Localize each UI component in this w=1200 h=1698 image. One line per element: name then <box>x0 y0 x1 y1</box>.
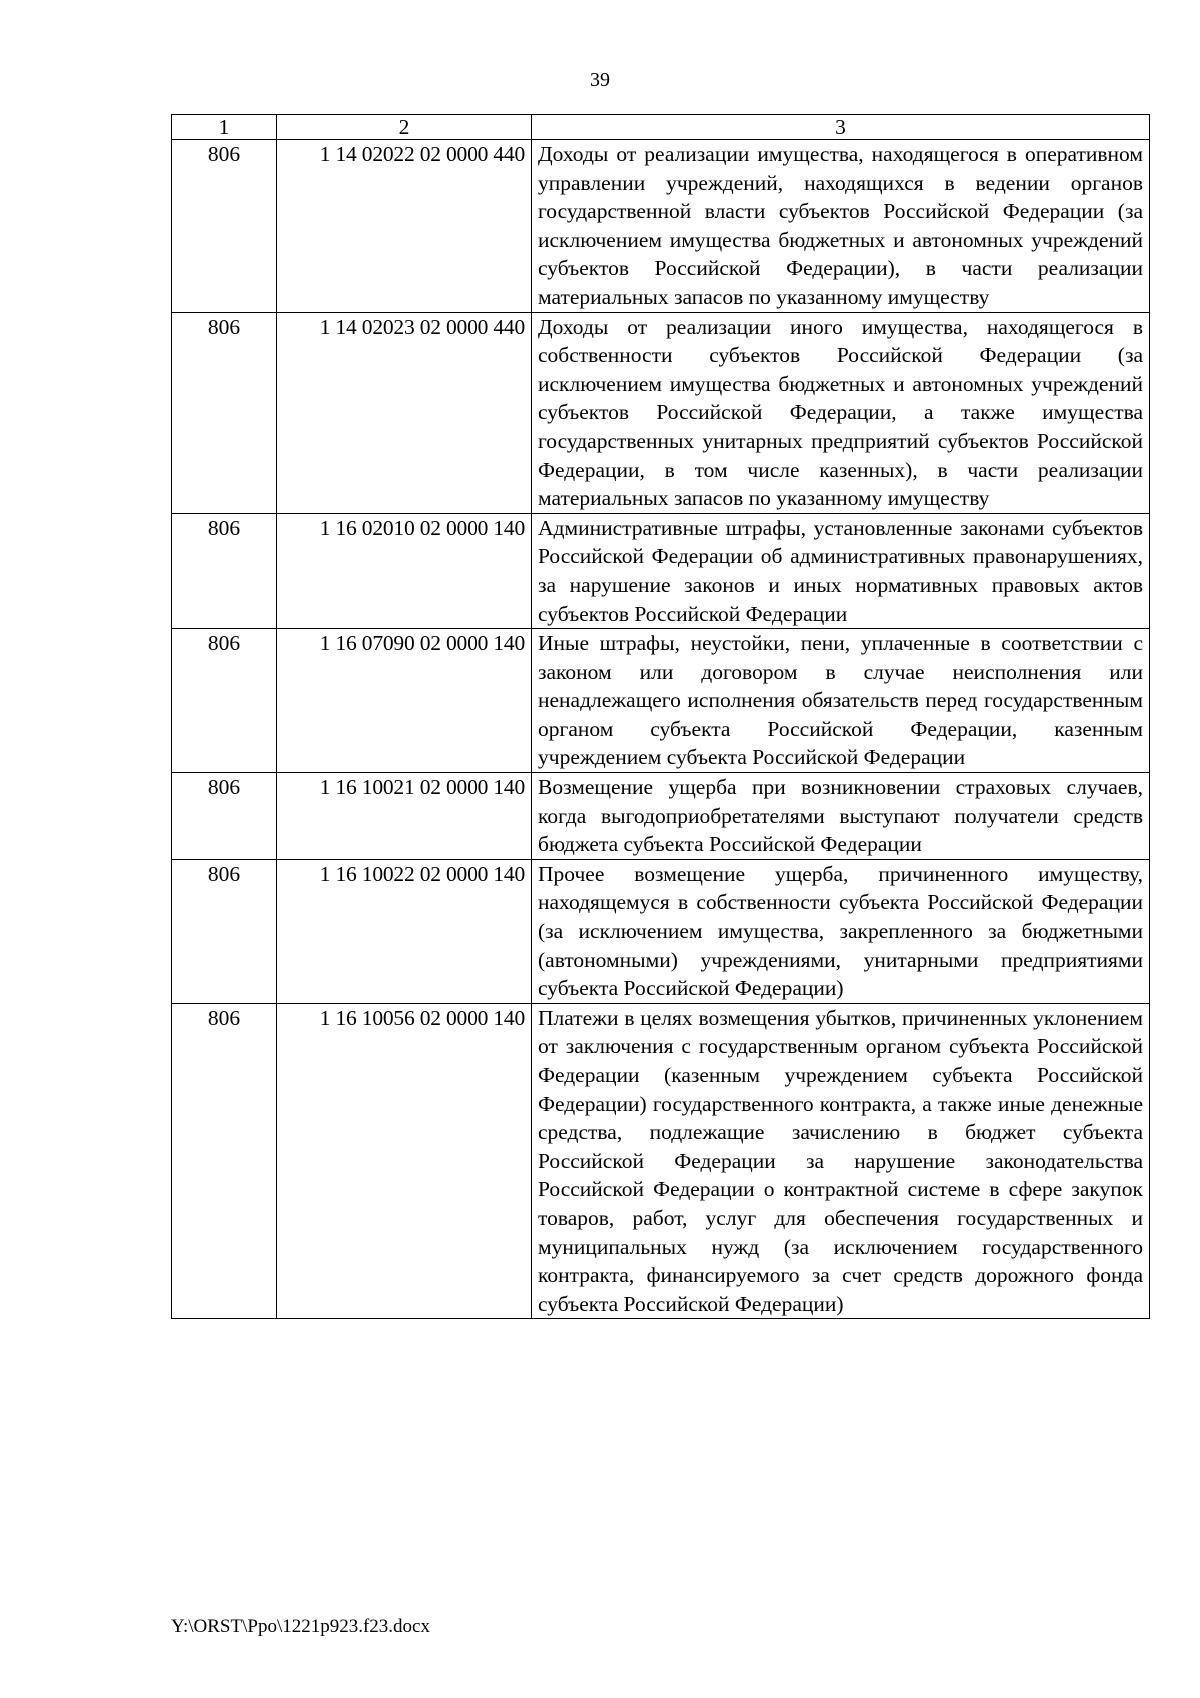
table-row <box>172 140 1150 313</box>
table-row <box>172 629 1150 773</box>
admin-code-cell: 806 <box>172 513 277 628</box>
budget-code-cell: 1 14 02023 02 0000 440 <box>277 312 532 513</box>
table-header-row <box>172 115 1150 140</box>
table-row <box>172 773 1150 860</box>
column-header-1: 1 <box>172 115 277 140</box>
budget-code-cell: 1 16 10021 02 0000 140 <box>277 773 532 860</box>
description-cell: Иные штрафы, неустойки, пени, уплаченные в соответствии с законом или договором в случае неисполнения или ненадлежащего исполнения обязательств перед государственным органом субъекта Российской Федерации, казенным учреждением субъекта Российской Федерации <box>532 629 1150 773</box>
page-number: 39 <box>590 69 610 91</box>
column-header-3: 3 <box>532 115 1150 140</box>
revenue-codes-table <box>171 114 1150 1319</box>
admin-code-cell: 806 <box>172 859 277 1003</box>
table-row <box>172 1003 1150 1319</box>
budget-code-cell: 1 16 07090 02 0000 140 <box>277 629 532 773</box>
admin-code-cell: 806 <box>172 629 277 773</box>
table-row <box>172 859 1150 1003</box>
description-cell: Доходы от реализации имущества, находящегося в оперативном управлении учреждений, находящихся в ведении органов государственной власти субъектов Российской Федерации (за исключением имущества бюджетных и автономных учреждений субъектов Российской Федерации), в части реализации материальных запасов по указанному имуществу <box>532 140 1150 313</box>
description-cell: Доходы от реализации иного имущества, находящегося в собственности субъектов Российской Федерации (за исключением имущества бюджетных и автономных учреждений субъектов Российской Федерации, а также имущества государственных унитарных предприятий субъектов Российской Федерации, в том числе казенных), в части реализации материальных запасов по указанному имуществу <box>532 312 1150 513</box>
document-file-path: Y:\ORST\Ppo\1221p923.f23.docx <box>171 1616 430 1637</box>
description-cell: Административные штрафы, установленные законами субъектов Российской Федерации об административных правонарушениях, за нарушение законов и иных нормативных правовых актов субъектов Российской Федерации <box>532 513 1150 628</box>
description-cell: Возмещение ущерба при возникновении страховых случаев, когда выгодоприобретателями выступают получатели средств бюджета субъекта Российской Федерации <box>532 773 1150 860</box>
description-cell: Платежи в целях возмещения убытков, причиненных уклонением от заключения с государственным органом субъекта Российской Федерации (казенным учреждением субъекта Российской Федерации) государственного контракта, а также иные денежные средства, подлежащие зачислению в бюджет субъекта Российской Федерации за нарушение законодательства Российской Федерации о контрактной системе в сфере закупок товаров, работ, услуг для обеспечения государственных и муниципальных нужд (за исключением государственного контракта, финансируемого за счет средств дорожного фонда субъекта Российской Федерации) <box>532 1003 1150 1319</box>
admin-code-cell: 806 <box>172 140 277 313</box>
admin-code-cell: 806 <box>172 312 277 513</box>
table-row <box>172 312 1150 513</box>
admin-code-cell: 806 <box>172 773 277 860</box>
table-row <box>172 513 1150 628</box>
budget-code-cell: 1 16 10056 02 0000 140 <box>277 1003 532 1319</box>
column-header-2: 2 <box>277 115 532 140</box>
budget-code-cell: 1 16 02010 02 0000 140 <box>277 513 532 628</box>
admin-code-cell: 806 <box>172 1003 277 1319</box>
description-cell: Прочее возмещение ущерба, причиненного имуществу, находящемуся в собственности субъекта Российской Федерации (за исключением имущества, закрепленного за бюджетными (автономными) учреждениями, унитарными предприятиями субъекта Российской Федерации) <box>532 859 1150 1003</box>
budget-code-cell: 1 14 02022 02 0000 440 <box>277 140 532 313</box>
budget-code-cell: 1 16 10022 02 0000 140 <box>277 859 532 1003</box>
